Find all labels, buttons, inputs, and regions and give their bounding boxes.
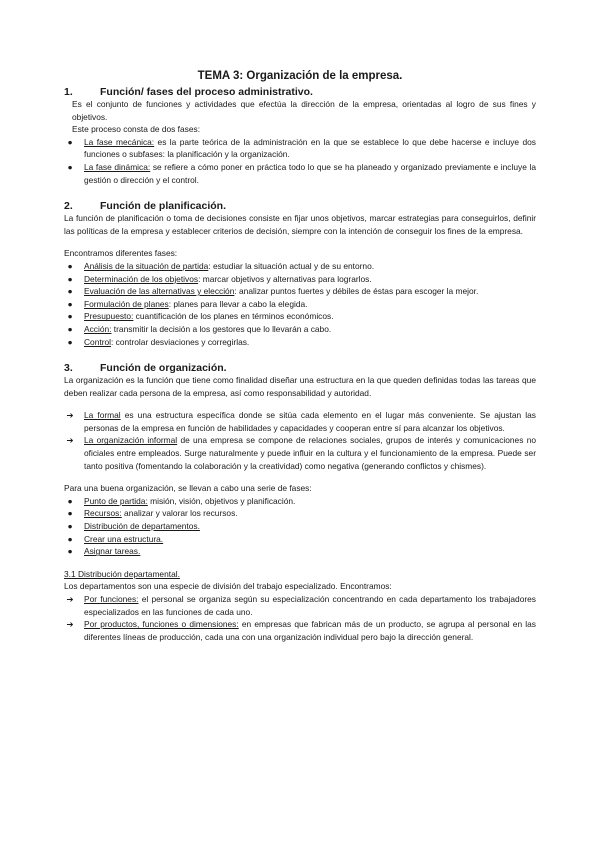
term: Presupuesto: [84,311,134,322]
term: La fase dinámica: [84,161,151,172]
bullet-icon: ● [67,260,73,271]
paragraph: Encontramos diferentes fases: [64,248,178,259]
term: Control [84,336,111,347]
list-item [64,161,536,186]
paragraph: Los departamentos son una especie de división del trabajo especializado. Encontramos: [64,581,392,592]
description: se refiere a cómo poner en práctica todo lo que se ha planeado y organizado previamente e incluye la gestión o dirección y el control. [84,161,536,185]
bullet-icon: ● [67,508,73,519]
list-item [64,136,536,161]
list-item [64,545,536,558]
term: La formal [84,410,121,421]
arrow-icon: ➔ [66,619,74,630]
arrow-icon: ➔ [66,594,74,604]
paragraph: La función de planificación o toma de decisiones consiste en fijar unos objetivos, marcar estrategias para conseguirlos, definir las políticas de la empresa y establecer criterios de decisión, siempre con la intención de conseguir los fines de la empresa. [64,213,536,236]
bullet-list [64,136,536,186]
description: de una empresa se compone de relaciones sociales, grupos de interés y comunicaciones no oficiales entre empleados. Surge naturalmente y puede influir en la cultura y el funcionamiento de la empresa. Puede ser tanto positiva (fomentando la colaboración y la creatividad) como negativa (generando conflictos y chismes). [84,435,537,471]
term: La organización informal [84,435,178,446]
description: en empresas que fabrican más de un producto, se agrupa al personal en las diferentes líneas de producción, cada una con una organización individual pero bajo la dirección general. [84,619,536,642]
list-item [64,434,536,472]
description: analizar y valorar los recursos. [121,508,238,519]
bullet-icon: ● [67,311,73,322]
section-number: 3. [64,362,73,375]
term: Determinación de los objetivos [84,273,199,284]
bullet-icon: ● [67,336,73,347]
description: : marcar objetivos y alternativas para lograrlos. [198,273,372,284]
paragraph: Este proceso consta de dos fases: [72,124,201,135]
list-item [64,409,536,434]
term: Acción: [84,323,112,334]
list-item [64,495,536,508]
list-item [64,273,536,286]
list-item [64,285,536,298]
bullet-icon: ● [67,273,73,284]
bullet-icon: ● [67,495,73,506]
description: cuantificación de los planes en términos económicos. [133,311,334,322]
list-item [64,310,536,323]
term: Evaluación de las alternativas y elección [84,286,235,297]
term: Distribución de departamentos. [84,521,200,532]
paragraph: Para una buena organización, se llevan a cabo una serie de fases: [64,483,312,494]
bullet-icon: ● [67,546,73,557]
bullet-list [64,495,536,558]
arrow-icon: ➔ [66,435,74,446]
list-item [64,260,536,273]
term: Análisis de la situación de partida [84,260,209,271]
description: el personal se organiza según su especialización concentrando en cada departamento los trabajadores especializados en las funciones de cada uno. [84,594,536,617]
description: transmitir la decisión a los gestores que lo llevarán a cabo. [111,323,332,334]
bullet-icon: ● [67,533,73,544]
section-1-heading [64,86,536,98]
section-title: Función/ fases del proceso administrativo. [100,86,313,98]
term: Punto de partida: [84,495,148,506]
paragraph: La organización es la función que tiene como finalidad diseñar una estructura en la que queden definidas todas las tareas que deben realizar cada persona de la empresa, así como responsabilidad y autoridad. [64,375,536,398]
section-title: Función de planificación. [100,200,227,213]
list-item [64,298,536,311]
bullet-list [64,260,536,348]
description: es la parte teórica de la administración en la que se establece lo que debe hacerse e incluye dos funciones o subfases: la planificación y la organización. [84,136,536,160]
description: es una estructura específica donde se sitúa cada elemento en el lugar más conveniente. Se ajustan las personas de la empresa en función de habilidades y capacidades y cooperan entre sí para alcanzar los objetivos. [84,410,536,433]
bullet-icon: ● [67,286,73,297]
subsection-heading: 3.1 Distribución departamental. [64,568,180,579]
description: : controlar desviaciones y corregirlas. [111,336,250,347]
section-number: 2. [64,200,73,213]
paragraph: Es el conjunto de funciones y actividades que efectúa la dirección de la empresa, orientadas al logro de sus fines y objetivos. [72,99,536,122]
section-2-heading [64,200,536,212]
arrow-list [64,409,536,472]
list-item [64,323,536,336]
term: La fase mecánica: [84,136,155,147]
list-item [64,593,536,618]
bullet-icon: ● [67,136,73,147]
section-3-heading [64,362,536,374]
bullet-icon: ● [67,161,73,172]
term: Crear una estructura. [84,533,164,544]
term: Formulación de planes [84,298,169,309]
list-item [64,507,536,520]
section-title: Función de organización. [100,362,227,375]
term: Por funciones: [84,594,139,604]
arrow-list [64,593,536,643]
section-number: 1. [64,86,73,98]
bullet-icon: ● [67,323,73,334]
description: misión, visión, objetivos y planificación. [147,495,296,506]
term: Asignar tareas. [84,546,141,557]
list-item [64,336,536,349]
description: : estudiar la situación actual y de su entorno. [208,260,375,271]
bullet-icon: ● [67,521,73,532]
term: Por productos, funciones o dimensiones: [84,619,239,630]
document-title: TEMA 3: Organización de la empresa. [197,70,403,82]
list-item [64,618,536,643]
description: : analizar puntos fuertes y débiles de éstas para escoger la mejor. [234,286,479,297]
arrow-icon: ➔ [66,410,74,421]
bullet-icon: ● [67,298,73,309]
list-item [64,533,536,546]
list-item [64,520,536,533]
description: : planes para llevar a cabo la elegida. [168,298,308,309]
term: Recursos: [84,508,122,519]
